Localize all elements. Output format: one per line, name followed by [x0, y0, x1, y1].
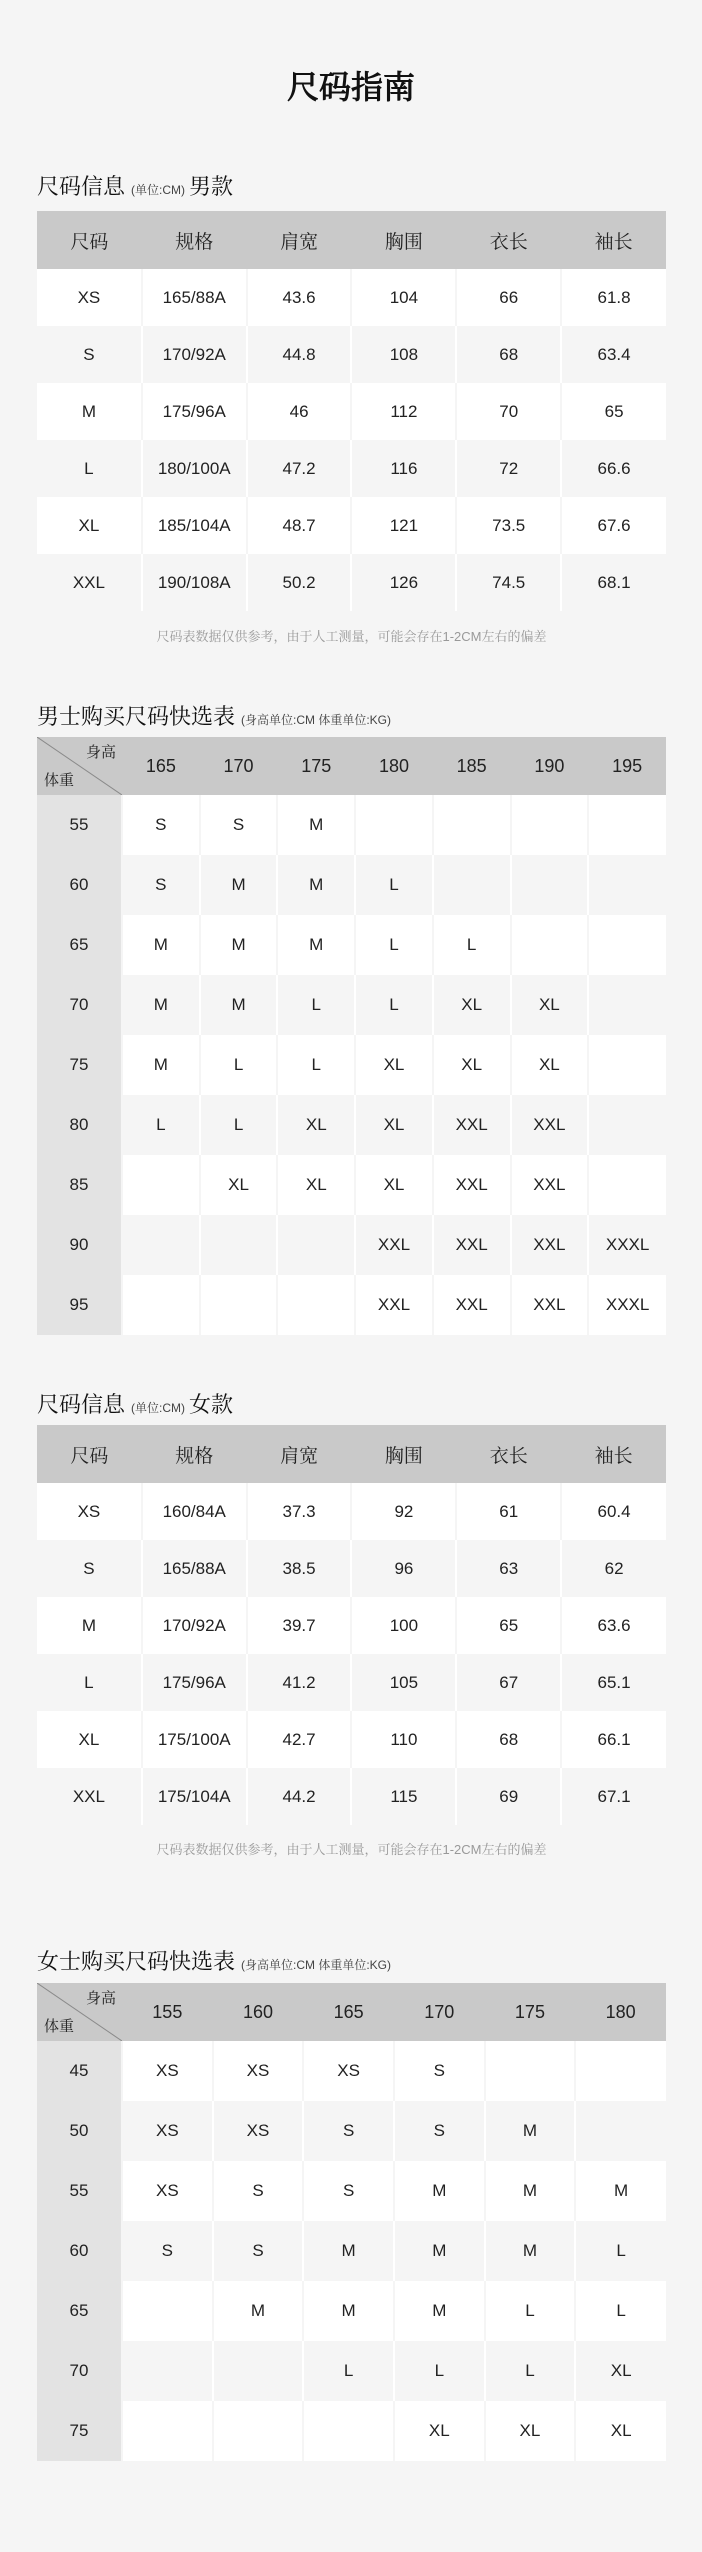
size-cell	[588, 1155, 666, 1215]
size-cell: XXL	[433, 1095, 511, 1155]
table-cell: 70	[456, 383, 561, 440]
column-header: 胸围	[351, 1425, 456, 1483]
men-quick-heading	[37, 700, 395, 731]
table-row	[37, 2221, 666, 2281]
table-row	[37, 1597, 666, 1654]
table-cell: 44.2	[247, 1768, 352, 1825]
table-row	[37, 1768, 666, 1825]
table-row	[37, 269, 666, 326]
women-spec-note: 尺码表数据仅供参考，由于人工测量，可能会存在1-2CM左右的偏差	[156, 1842, 547, 1857]
size-cell: S	[122, 795, 200, 855]
men-spec-gender: 男款	[189, 174, 234, 199]
table-cell: 65	[561, 383, 666, 440]
table-row	[37, 2281, 666, 2341]
men-spec-header-row	[37, 211, 666, 269]
height-header: 170	[394, 1983, 485, 2041]
table-cell: 170/92A	[142, 326, 247, 383]
table-cell: 38.5	[247, 1540, 352, 1597]
table-row	[37, 2101, 666, 2161]
size-cell	[200, 1215, 278, 1275]
table-cell: 175/96A	[142, 1654, 247, 1711]
column-header: 衣长	[456, 1425, 561, 1483]
size-cell: M	[277, 795, 355, 855]
size-cell: L	[277, 1035, 355, 1095]
table-cell: 115	[351, 1768, 456, 1825]
weight-cell: 65	[37, 915, 122, 975]
table-cell: 74.5	[456, 554, 561, 611]
table-cell: 96	[351, 1540, 456, 1597]
table-cell: 180/100A	[142, 440, 247, 497]
size-cell: XS	[122, 2041, 213, 2101]
table-cell: 110	[351, 1711, 456, 1768]
size-cell: M	[485, 2161, 576, 2221]
size-cell: L	[575, 2221, 666, 2281]
size-cell: M	[303, 2281, 394, 2341]
table-row	[37, 1155, 666, 1215]
size-cell: S	[303, 2101, 394, 2161]
table-cell: 72	[456, 440, 561, 497]
size-cell: M	[122, 915, 200, 975]
size-cell: XL	[355, 1035, 433, 1095]
size-cell: XS	[213, 2101, 304, 2161]
size-cell: S	[394, 2101, 485, 2161]
size-cell: L	[575, 2281, 666, 2341]
table-row	[37, 440, 666, 497]
page-title: 尺码指南	[286, 69, 415, 105]
table-cell: 46	[247, 383, 352, 440]
table-cell: 175/104A	[142, 1768, 247, 1825]
size-cell	[485, 2041, 576, 2101]
weight-cell: 70	[37, 975, 122, 1035]
table-cell: 165/88A	[142, 1540, 247, 1597]
size-cell: L	[355, 915, 433, 975]
women-quick-table	[37, 1983, 666, 2461]
women-spec-gender: 女款	[189, 1392, 234, 1417]
height-header: 165	[122, 737, 200, 795]
weight-cell: 75	[37, 1035, 122, 1095]
table-row	[37, 1275, 666, 1335]
table-cell: 66.6	[561, 440, 666, 497]
corner-weight-label: 体重	[44, 2018, 75, 2035]
size-cell: M	[485, 2101, 576, 2161]
weight-cell: 55	[37, 2161, 122, 2221]
weight-cell: 55	[37, 795, 122, 855]
size-cell	[433, 795, 511, 855]
weight-cell: 95	[37, 1275, 122, 1335]
table-cell: 47.2	[247, 440, 352, 497]
table-cell: 92	[351, 1483, 456, 1540]
height-header: 195	[588, 737, 666, 795]
size-cell: M	[485, 2221, 576, 2281]
size-cell: S	[303, 2161, 394, 2221]
table-cell: 39.7	[247, 1597, 352, 1654]
column-header: 尺码	[37, 211, 142, 269]
size-cell: XXL	[511, 1275, 589, 1335]
column-header: 袖长	[561, 1425, 666, 1483]
table-row	[37, 1711, 666, 1768]
size-cell	[122, 2401, 213, 2461]
table-cell: XS	[37, 1483, 142, 1540]
table-row	[37, 497, 666, 554]
table-cell: 65.1	[561, 1654, 666, 1711]
women-spec-heading	[37, 1388, 233, 1419]
weight-cell: 65	[37, 2281, 122, 2341]
size-cell: XL	[485, 2401, 576, 2461]
table-cell: XXL	[37, 1768, 142, 1825]
height-header: 185	[433, 737, 511, 795]
size-cell: M	[213, 2281, 304, 2341]
size-cell: XL	[355, 1155, 433, 1215]
size-cell	[122, 1155, 200, 1215]
column-header: 胸围	[351, 211, 456, 269]
table-cell: S	[37, 326, 142, 383]
men-quick-table	[37, 737, 666, 1335]
weight-cell: 90	[37, 1215, 122, 1275]
size-cell: XXL	[355, 1275, 433, 1335]
men-spec-title: 尺码信息	[37, 174, 126, 199]
table-row	[37, 2341, 666, 2401]
table-row	[37, 975, 666, 1035]
table-cell: 67.6	[561, 497, 666, 554]
table-cell: 73.5	[456, 497, 561, 554]
table-row	[37, 326, 666, 383]
size-cell: M	[394, 2221, 485, 2281]
size-cell: XL	[355, 1095, 433, 1155]
size-cell: XS	[122, 2161, 213, 2221]
size-cell: M	[200, 855, 278, 915]
table-cell: 100	[351, 1597, 456, 1654]
column-header: 肩宽	[247, 211, 352, 269]
height-header: 160	[213, 1983, 304, 2041]
table-cell: 63.6	[561, 1597, 666, 1654]
size-cell	[200, 1275, 278, 1335]
weight-cell: 60	[37, 2221, 122, 2281]
table-row	[37, 795, 666, 855]
size-cell	[575, 2041, 666, 2101]
women-spec-unit: (单位:CM)	[131, 1401, 186, 1415]
size-cell	[588, 1035, 666, 1095]
table-cell: 126	[351, 554, 456, 611]
table-row	[37, 2401, 666, 2461]
size-cell: XL	[277, 1155, 355, 1215]
size-cell: XXXL	[588, 1215, 666, 1275]
size-cell: XL	[575, 2401, 666, 2461]
table-cell: 50.2	[247, 554, 352, 611]
table-cell: 69	[456, 1768, 561, 1825]
table-cell: 44.8	[247, 326, 352, 383]
weight-cell: 50	[37, 2101, 122, 2161]
weight-cell: 70	[37, 2341, 122, 2401]
women-quick-heading	[37, 1945, 395, 1976]
women-quick-title: 女士购买尺码快选表	[37, 1949, 236, 1974]
size-cell: L	[433, 915, 511, 975]
size-cell	[588, 855, 666, 915]
table-row	[37, 383, 666, 440]
table-cell: XL	[37, 497, 142, 554]
table-cell: 104	[351, 269, 456, 326]
size-cell: S	[394, 2041, 485, 2101]
size-cell: XS	[122, 2101, 213, 2161]
size-cell: XL	[511, 1035, 589, 1095]
corner-header	[37, 1983, 122, 2041]
weight-cell: 60	[37, 855, 122, 915]
size-cell	[122, 1275, 200, 1335]
table-cell: 63	[456, 1540, 561, 1597]
size-cell	[588, 975, 666, 1035]
size-cell: XL	[433, 975, 511, 1035]
weight-cell: 85	[37, 1155, 122, 1215]
size-cell: XXL	[433, 1155, 511, 1215]
column-header: 袖长	[561, 211, 666, 269]
table-row	[37, 1095, 666, 1155]
men-spec-table	[37, 211, 666, 611]
size-cell	[511, 795, 589, 855]
weight-cell: 80	[37, 1095, 122, 1155]
table-cell: 112	[351, 383, 456, 440]
size-cell: XXXL	[588, 1275, 666, 1335]
table-cell: 68.1	[561, 554, 666, 611]
size-cell	[575, 2101, 666, 2161]
men-quick-title: 男士购买尺码快选表	[37, 704, 236, 729]
table-cell: 42.7	[247, 1711, 352, 1768]
size-cell	[122, 2281, 213, 2341]
size-cell: XL	[200, 1155, 278, 1215]
size-cell	[122, 2341, 213, 2401]
column-header: 规格	[142, 211, 247, 269]
size-cell	[511, 855, 589, 915]
women-spec-header-row	[37, 1425, 666, 1483]
size-cell	[588, 1095, 666, 1155]
table-cell: L	[37, 1654, 142, 1711]
table-cell: 67	[456, 1654, 561, 1711]
size-cell: L	[200, 1095, 278, 1155]
women-spec-table	[37, 1425, 666, 1825]
table-cell: 165/88A	[142, 269, 247, 326]
table-row	[37, 1215, 666, 1275]
size-cell: XS	[213, 2041, 304, 2101]
table-cell: M	[37, 1597, 142, 1654]
size-cell	[588, 915, 666, 975]
corner-height-label: 身高	[85, 1990, 116, 2007]
table-cell: 48.7	[247, 497, 352, 554]
table-cell: 61	[456, 1483, 561, 1540]
size-cell: L	[485, 2281, 576, 2341]
men-spec-unit: (单位:CM)	[131, 183, 186, 197]
column-header: 规格	[142, 1425, 247, 1483]
size-cell: XL	[575, 2341, 666, 2401]
size-cell: XXL	[511, 1215, 589, 1275]
size-cell: XS	[303, 2041, 394, 2101]
height-header: 175	[485, 1983, 576, 2041]
size-cell	[588, 795, 666, 855]
size-cell	[303, 2401, 394, 2461]
corner-header	[37, 737, 122, 795]
size-cell: XXL	[433, 1215, 511, 1275]
table-cell: XL	[37, 1711, 142, 1768]
size-cell: M	[122, 1035, 200, 1095]
size-cell: M	[394, 2281, 485, 2341]
size-cell: L	[277, 975, 355, 1035]
table-row	[37, 1654, 666, 1711]
table-row	[37, 1540, 666, 1597]
women-quick-unit: (身高单位:CM 体重单位:KG)	[241, 1958, 392, 1972]
men-spec-heading	[37, 170, 233, 201]
size-cell: M	[277, 855, 355, 915]
size-cell	[122, 1215, 200, 1275]
table-cell: 67.1	[561, 1768, 666, 1825]
size-cell: XL	[277, 1095, 355, 1155]
size-cell: M	[575, 2161, 666, 2221]
size-cell: M	[303, 2221, 394, 2281]
height-header: 180	[575, 1983, 666, 2041]
size-cell: XL	[394, 2401, 485, 2461]
size-cell: L	[303, 2341, 394, 2401]
size-cell	[355, 795, 433, 855]
size-cell: S	[122, 855, 200, 915]
size-cell: XXL	[511, 1155, 589, 1215]
size-cell: L	[355, 855, 433, 915]
size-cell: L	[200, 1035, 278, 1095]
women-spec-title: 尺码信息	[37, 1392, 126, 1417]
table-cell: 68	[456, 1711, 561, 1768]
weight-cell: 75	[37, 2401, 122, 2461]
table-cell: 190/108A	[142, 554, 247, 611]
weight-cell: 45	[37, 2041, 122, 2101]
men-spec-note: 尺码表数据仅供参考，由于人工测量，可能会存在1-2CM左右的偏差	[156, 629, 547, 644]
size-cell	[213, 2401, 304, 2461]
size-cell: S	[122, 2221, 213, 2281]
table-cell: 61.8	[561, 269, 666, 326]
size-cell: M	[122, 975, 200, 1035]
size-cell: M	[277, 915, 355, 975]
size-cell: S	[200, 795, 278, 855]
table-row	[37, 1035, 666, 1095]
table-cell: S	[37, 1540, 142, 1597]
table-row	[37, 554, 666, 611]
height-header: 190	[511, 737, 589, 795]
size-cell: L	[394, 2341, 485, 2401]
height-header: 170	[200, 737, 278, 795]
table-row	[37, 2041, 666, 2101]
table-row	[37, 855, 666, 915]
table-cell: 105	[351, 1654, 456, 1711]
size-cell: S	[213, 2161, 304, 2221]
table-row	[37, 915, 666, 975]
table-cell: 41.2	[247, 1654, 352, 1711]
corner-weight-label: 体重	[44, 772, 75, 789]
size-cell	[511, 915, 589, 975]
size-cell: L	[122, 1095, 200, 1155]
table-cell: 170/92A	[142, 1597, 247, 1654]
table-cell: 65	[456, 1597, 561, 1654]
table-cell: 43.6	[247, 269, 352, 326]
size-cell: XL	[433, 1035, 511, 1095]
size-cell: M	[200, 915, 278, 975]
table-cell: 68	[456, 326, 561, 383]
table-cell: 66	[456, 269, 561, 326]
men-quick-header-row	[37, 737, 666, 795]
column-header: 尺码	[37, 1425, 142, 1483]
table-cell: XS	[37, 269, 142, 326]
table-cell: 108	[351, 326, 456, 383]
table-row	[37, 2161, 666, 2221]
table-cell: 121	[351, 497, 456, 554]
table-cell: M	[37, 383, 142, 440]
corner-height-label: 身高	[85, 744, 116, 761]
table-cell: 66.1	[561, 1711, 666, 1768]
size-cell: XXL	[511, 1095, 589, 1155]
size-cell: L	[355, 975, 433, 1035]
size-cell	[277, 1275, 355, 1335]
table-row	[37, 1483, 666, 1540]
table-cell: 160/84A	[142, 1483, 247, 1540]
size-cell	[433, 855, 511, 915]
size-cell	[213, 2341, 304, 2401]
table-cell: L	[37, 440, 142, 497]
table-cell: 37.3	[247, 1483, 352, 1540]
table-cell: 60.4	[561, 1483, 666, 1540]
size-cell: L	[485, 2341, 576, 2401]
table-cell: 175/96A	[142, 383, 247, 440]
height-header: 175	[277, 737, 355, 795]
size-cell: XXL	[433, 1275, 511, 1335]
table-cell: 62	[561, 1540, 666, 1597]
table-cell: 175/100A	[142, 1711, 247, 1768]
height-header: 180	[355, 737, 433, 795]
size-cell: M	[200, 975, 278, 1035]
table-cell: 185/104A	[142, 497, 247, 554]
women-quick-header-row	[37, 1983, 666, 2041]
height-header: 165	[303, 1983, 394, 2041]
table-cell: 63.4	[561, 326, 666, 383]
size-cell	[277, 1215, 355, 1275]
table-cell: 116	[351, 440, 456, 497]
size-cell: XXL	[355, 1215, 433, 1275]
column-header: 肩宽	[247, 1425, 352, 1483]
height-header: 155	[122, 1983, 213, 2041]
men-quick-unit: (身高单位:CM 体重单位:KG)	[241, 713, 392, 727]
size-cell: XL	[511, 975, 589, 1035]
size-cell: S	[213, 2221, 304, 2281]
column-header: 衣长	[456, 211, 561, 269]
table-cell: XXL	[37, 554, 142, 611]
size-cell: M	[394, 2161, 485, 2221]
